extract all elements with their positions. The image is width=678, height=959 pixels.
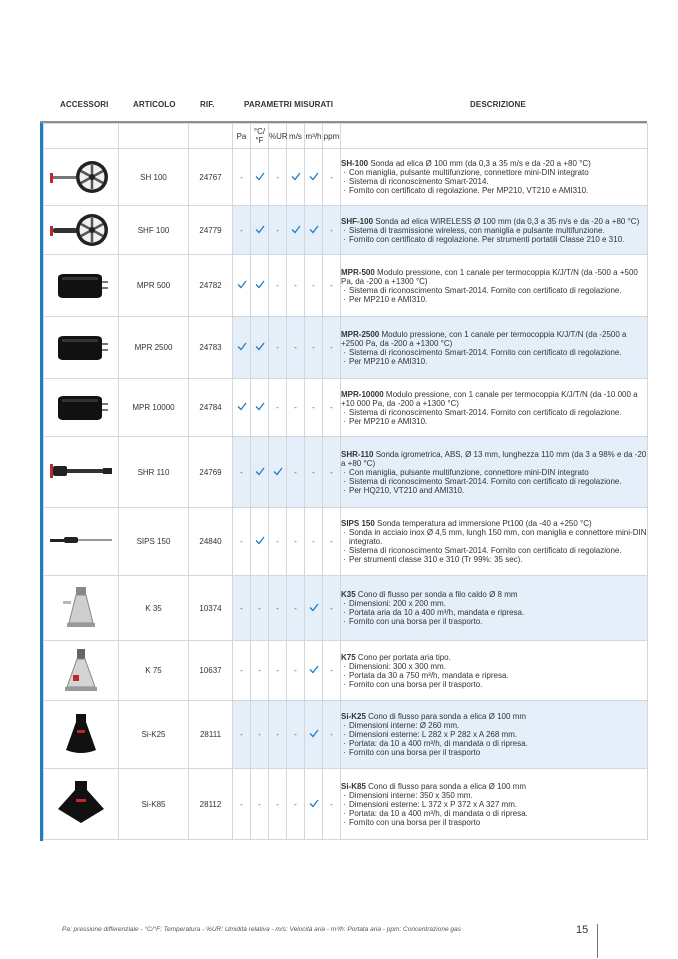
param-cell: - (269, 149, 287, 206)
param-cell (305, 701, 323, 769)
param-label: m³/h (305, 124, 323, 149)
description-bullet: · Sonda in acciaio inox Ø 4,5 mm, lungh 150 mm, con maniglia e connettore mini-DIN integrato. (341, 528, 647, 546)
param-cell: - (305, 255, 323, 317)
description-bullet: · Sistema di trasmissione wireless, con maniglia e pulsante multifunzione. (341, 226, 647, 235)
param-cell (251, 437, 269, 508)
check-icon (237, 402, 247, 411)
param-cell (305, 576, 323, 641)
check-icon (255, 280, 265, 289)
description-bullet: · Fornito con una borsa per il trasporto. (341, 617, 647, 626)
description-title (341, 519, 647, 528)
description-code: K75 (341, 652, 356, 662)
header-descrizione: DESCRIZIONE (470, 100, 526, 109)
articolo-cell: SHR 110 (119, 437, 189, 508)
param-cell: - (287, 317, 305, 379)
articolo-cell: K 35 (119, 576, 189, 641)
articolo-cell: K 75 (119, 641, 189, 701)
description-title (341, 653, 647, 662)
description-text: Sonda ad elica WIRELESS Ø 100 mm (da 0,3 a 35 m/s e da -20 a +80 °C) (373, 216, 640, 226)
description-bullet: · Per MP210 e AMI310. (341, 295, 647, 304)
param-cell: - (323, 641, 341, 701)
description-code: Si-K25 (341, 712, 366, 721)
page-number: 15 (576, 924, 589, 936)
description-bullet: · Dimensioni esterne: L 282 x P 282 x A 268 mm. (341, 730, 647, 739)
param-cell: - (323, 206, 341, 255)
param-label: °C/°F (251, 124, 269, 149)
param-cell: - (269, 206, 287, 255)
check-icon (291, 225, 301, 234)
param-cell: - (233, 149, 251, 206)
description-bullet: · Portata da 30 a 750 m³/h, mandata e ripresa. (341, 671, 647, 680)
description-title (341, 217, 647, 226)
param-cell: - (269, 641, 287, 701)
check-icon (309, 665, 319, 674)
param-cell (305, 149, 323, 206)
flow-cone-k35-icon (61, 622, 101, 631)
description-cell (341, 508, 648, 576)
check-icon (255, 342, 265, 351)
description-code: MPR-500 (341, 267, 375, 277)
header-rif: RIF. (200, 100, 215, 109)
param-cell: - (233, 206, 251, 255)
description-bullet: · Fornito con una borsa per il trasporto (341, 818, 647, 827)
immersion-probe-icon (48, 545, 114, 554)
table-row (44, 508, 648, 576)
param-cell: - (233, 576, 251, 641)
accessories-table (43, 123, 648, 840)
product-image (44, 206, 119, 255)
description-bullet: · Con maniglia, pulsante multifunzione, connettore mini-DIN integrato (341, 168, 647, 177)
check-icon (309, 799, 319, 808)
rif-cell: 24783 (189, 317, 233, 379)
param-cell (305, 206, 323, 255)
check-icon (255, 172, 265, 181)
description-code: SHF-100 (341, 216, 374, 226)
param-cell: - (323, 437, 341, 508)
table-row (44, 255, 648, 317)
description-cell (341, 576, 648, 641)
table-row (44, 149, 648, 206)
param-cell: - (323, 379, 341, 437)
rif-cell: 28111 (189, 701, 233, 769)
param-label: Pa (233, 124, 251, 149)
description-bullet: · Fornito con certificato di regolazione. Per MP210, VT210 e AMI310. (341, 186, 647, 195)
param-cell: - (251, 576, 269, 641)
description-text: Cono per portata aria tipo. (355, 652, 451, 662)
rif-cell: 24784 (189, 379, 233, 437)
description-title (341, 712, 647, 721)
param-cell (251, 317, 269, 379)
description-cell (341, 379, 648, 437)
product-image (44, 317, 119, 379)
param-cell: - (233, 701, 251, 769)
product-image (44, 701, 119, 769)
check-icon (309, 603, 319, 612)
description-cell (341, 255, 648, 317)
description-title (341, 590, 647, 599)
description-text: Cono di flusso per sonda a filo caldo Ø 8 mm (355, 590, 518, 599)
rif-cell: 24779 (189, 206, 233, 255)
table-row (44, 701, 648, 769)
description-bullet: · Sistema di riconoscimento Smart-2014. (341, 177, 647, 186)
param-cell (287, 206, 305, 255)
description-cell (341, 149, 648, 206)
param-cell (287, 149, 305, 206)
check-icon (255, 402, 265, 411)
param-label: ppm (323, 124, 341, 149)
rif-cell: 10374 (189, 576, 233, 641)
articolo-cell: SH 100 (119, 149, 189, 206)
rif-cell: 24769 (189, 437, 233, 508)
param-cell (233, 255, 251, 317)
flow-cone-sik25-icon (61, 749, 101, 758)
param-cell: - (323, 255, 341, 317)
check-icon (255, 225, 265, 234)
params-subheader-row (44, 124, 648, 149)
hygrometric-probe-icon (48, 475, 114, 484)
rif-cell: 28112 (189, 769, 233, 840)
param-cell (251, 206, 269, 255)
description-bullet: · Portata aria da 10 a 400 m³/h, mandata e ripresa. (341, 608, 647, 617)
description-cell (341, 641, 648, 701)
param-cell: - (287, 701, 305, 769)
table-row (44, 576, 648, 641)
product-image (44, 508, 119, 576)
pressure-module-icon (52, 417, 110, 426)
vane-probe-wireless-icon (48, 240, 114, 249)
param-cell: - (287, 255, 305, 317)
description-title (341, 390, 647, 408)
vane-probe-icon (48, 187, 114, 196)
header-articolo: ARTICOLO (133, 100, 176, 109)
description-bullet: · Fornito con una borsa per il trasporto (341, 748, 647, 757)
description-bullet: · Per MP210 e AMI310. (341, 417, 647, 426)
param-cell: - (323, 701, 341, 769)
description-bullet: · Sistema di riconoscimento Smart-2014. Fornito con certificato di regolazione. (341, 286, 647, 295)
articolo-cell: MPR 2500 (119, 317, 189, 379)
articolo-cell: MPR 10000 (119, 379, 189, 437)
header-parametri: PARAMETRI MISURATI (244, 100, 334, 109)
product-image (44, 149, 119, 206)
product-image (44, 437, 119, 508)
param-cell: - (233, 769, 251, 840)
table-row (44, 379, 648, 437)
description-text: Sonda igrometrica, ABS, Ø 13 mm, lunghezza 110 mm (da 3 a 98% e da -20 a +80 °C) (341, 449, 647, 468)
param-cell: - (251, 769, 269, 840)
description-bullet: · Dimensioni: 200 x 200 mm. (341, 599, 647, 608)
description-code: Si-K85 (341, 781, 366, 791)
param-cell: - (323, 769, 341, 840)
pressure-module-icon (52, 357, 110, 366)
check-icon (291, 172, 301, 181)
param-cell: - (269, 255, 287, 317)
param-cell: - (287, 508, 305, 576)
description-title (341, 159, 647, 168)
check-icon (255, 536, 265, 545)
param-cell: - (323, 508, 341, 576)
table-row (44, 317, 648, 379)
param-cell: - (269, 576, 287, 641)
product-image (44, 255, 119, 317)
param-cell: - (305, 508, 323, 576)
header-accessori: ACCESSORI (60, 100, 109, 109)
param-cell: - (305, 437, 323, 508)
product-image (44, 576, 119, 641)
param-cell (251, 149, 269, 206)
param-cell: - (305, 317, 323, 379)
param-cell: - (233, 508, 251, 576)
description-cell (341, 317, 648, 379)
description-bullet: · Per strumenti classe 310 e 310 (Tr 99%: 35 sec). (341, 555, 647, 564)
param-cell: - (323, 149, 341, 206)
param-cell: - (233, 437, 251, 508)
param-cell: - (287, 576, 305, 641)
product-image (44, 769, 119, 840)
description-cell (341, 206, 648, 255)
description-title (341, 782, 647, 791)
param-cell (269, 437, 287, 508)
footer-legend: Pa: pressione differenziale - °C/°F: Temperatura - %UR: Umidità relativa - m/s: Velocità aria - m³/h: Portata aria - ppm: Concentrazione gas (62, 926, 461, 933)
description-bullet: · Sistema di riconoscimento Smart-2014. Fornito con certificato di regolazione. (341, 477, 647, 486)
param-cell: - (269, 769, 287, 840)
param-cell: - (269, 317, 287, 379)
param-label: %UR (269, 124, 287, 149)
description-bullet: · Fornito con certificato di regolazione. Per strumenti portatili Classe 210 e 310. (341, 235, 647, 244)
description-bullet: · Dimensioni esterne: L 372 x P 372 x A 327 mm. (341, 800, 647, 809)
description-text: Modulo pressione, con 1 canale per termocoppia K/J/T/N (da -2500 a +2500 Pa, da -200 a +1300 °C) (341, 329, 627, 348)
param-cell (251, 508, 269, 576)
check-icon (237, 342, 247, 351)
flow-cone-sik85-icon (54, 820, 108, 829)
description-bullet: · Dimensioni interne: Ø 260 mm. (341, 721, 647, 730)
table-row (44, 769, 648, 840)
param-cell: - (269, 379, 287, 437)
param-cell (233, 317, 251, 379)
description-code: MPR-10000 (341, 389, 384, 399)
articolo-cell: Si-K85 (119, 769, 189, 840)
rif-cell: 10637 (189, 641, 233, 701)
param-cell (305, 641, 323, 701)
description-bullet: · Fornito con una borsa per il trasporto. (341, 680, 647, 689)
description-bullet: · Per HQ210, VT210 and AMI310. (341, 486, 647, 495)
description-code: MPR-2500 (341, 329, 380, 339)
flow-cone-k75-icon (61, 686, 101, 695)
table-row (44, 206, 648, 255)
description-bullet: · Portata: da 10 a 400 m³/h, di mandata o di ripresa. (341, 809, 647, 818)
articolo-cell: SHF 100 (119, 206, 189, 255)
description-text: Modulo pressione, con 1 canale per termocoppia K/J/T/N (da -500 a +500 Pa, da -200 a +1300 °C) (341, 267, 638, 286)
param-cell: - (323, 317, 341, 379)
param-cell: - (269, 508, 287, 576)
description-bullet: · Sistema di riconoscimento Smart-2014. Fornito con certificato di regolazione. (341, 348, 647, 357)
description-text: Cono di flusso para sonda a elica Ø 100 mm (365, 781, 526, 791)
description-title (341, 268, 647, 286)
check-icon (273, 467, 283, 476)
check-icon (237, 280, 247, 289)
description-bullet: · Sistema di riconoscimento Smart-2014. Fornito con certificato di regolazione. (341, 546, 647, 555)
param-cell (251, 255, 269, 317)
param-cell: - (287, 437, 305, 508)
param-cell (251, 379, 269, 437)
description-bullet: · Dimensioni: 300 x 300 mm. (341, 662, 647, 671)
description-text: Sonda temperatura ad immersione Pt100 (da -40 a +250 °C) (374, 519, 592, 528)
product-image (44, 379, 119, 437)
rif-cell: 24767 (189, 149, 233, 206)
check-icon (309, 729, 319, 738)
description-cell (341, 437, 648, 508)
description-code: SH-100 (341, 159, 369, 168)
description-code: SIPS 150 (341, 519, 375, 528)
param-cell (305, 769, 323, 840)
description-title (341, 450, 647, 468)
description-bullet: · Con maniglia, pulsante multifunzione, connettore mini-DIN integrato (341, 468, 647, 477)
param-cell: - (323, 576, 341, 641)
description-bullet: · Dimensioni interne: 350 x 350 mm. (341, 791, 647, 800)
description-code: SHR-110 (341, 449, 374, 459)
description-cell (341, 701, 648, 769)
description-text: Cono di flusso para sonda a elica Ø 100 mm (365, 712, 526, 721)
check-icon (255, 467, 265, 476)
check-icon (309, 225, 319, 234)
rif-cell: 24782 (189, 255, 233, 317)
table-row (44, 437, 648, 508)
description-bullet: · Sistema di riconoscimento Smart-2014. Fornito con certificato di regolazione. (341, 408, 647, 417)
param-cell: - (269, 701, 287, 769)
param-cell: - (251, 701, 269, 769)
param-cell: - (305, 379, 323, 437)
description-text: Sonda ad elica Ø 100 mm (da 0,3 a 35 m/s e da -20 a +80 °C) (368, 159, 591, 168)
description-code: K35 (341, 590, 356, 599)
articolo-cell: Si-K25 (119, 701, 189, 769)
description-bullet: · Portata: da 10 a 400 m³/h, di mandata o di ripresa. (341, 739, 647, 748)
product-image (44, 641, 119, 701)
check-icon (309, 172, 319, 181)
description-bullet: · Per MP210 e AMI310. (341, 357, 647, 366)
articolo-cell: SIPS 150 (119, 508, 189, 576)
description-text: Modulo pressione, con 1 canale per termocoppia K/J/T/N (da -10 000 a +10 000 Pa, da -200 a +1300 °C) (341, 389, 638, 408)
param-cell: - (287, 769, 305, 840)
table-row (44, 641, 648, 701)
param-label: m/s (287, 124, 305, 149)
param-cell: - (287, 379, 305, 437)
description-cell (341, 769, 648, 840)
param-cell: - (233, 641, 251, 701)
pressure-module-icon (52, 295, 110, 304)
description-title (341, 330, 647, 348)
rif-cell: 24840 (189, 508, 233, 576)
articolo-cell: MPR 500 (119, 255, 189, 317)
page-number-rule (597, 924, 598, 958)
param-cell: - (251, 641, 269, 701)
param-cell: - (287, 641, 305, 701)
param-cell (233, 379, 251, 437)
